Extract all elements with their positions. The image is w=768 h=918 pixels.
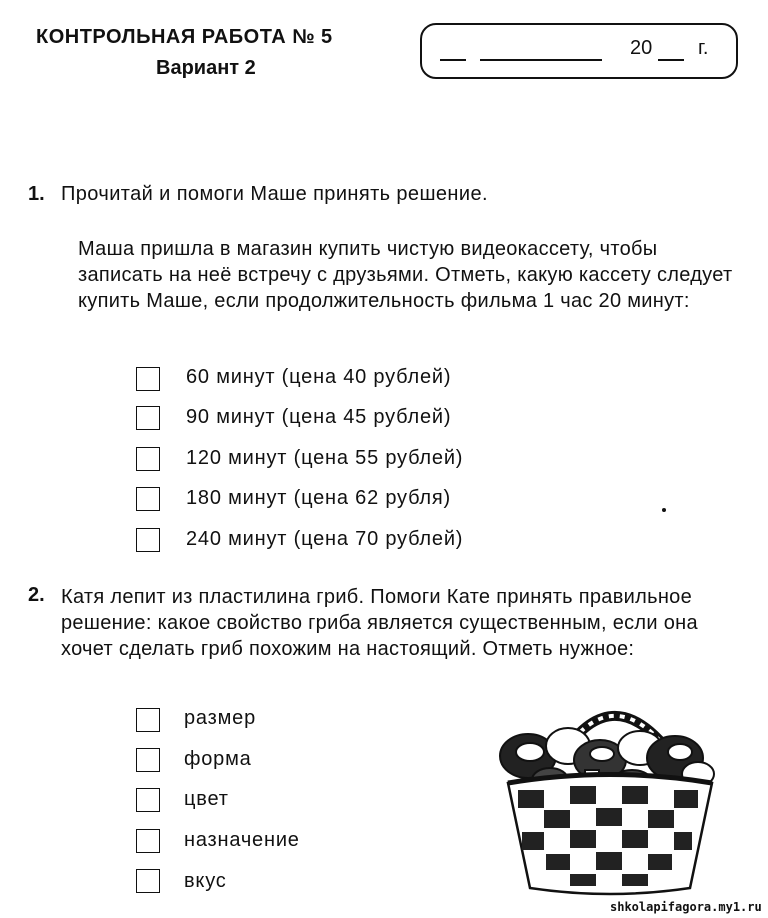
task2-checkbox[interactable] <box>136 708 160 732</box>
task1-option-label: 240 минут (цена 70 рублей) <box>186 528 464 550</box>
task1-option-label: 180 минут (цена 62 рубля) <box>186 487 451 509</box>
task2-checkbox[interactable] <box>136 748 160 772</box>
date-year-line[interactable] <box>658 59 684 61</box>
task1-checkbox[interactable] <box>136 487 160 511</box>
task1-option-label: 120 минут (цена 55 рублей) <box>186 447 464 469</box>
stray-dot <box>662 508 666 512</box>
date-day-line[interactable] <box>440 59 466 61</box>
task1-instruction: Прочитай и помоги Маше принять решение. <box>61 183 488 205</box>
watermark: shkolapifagora.my1.ru <box>610 900 762 914</box>
task1-checkbox[interactable] <box>136 367 160 391</box>
task2-option-label: назначение <box>184 829 300 851</box>
task1-checkbox[interactable] <box>136 447 160 471</box>
task1-option-label: 60 минут (цена 40 рублей) <box>186 366 452 388</box>
date-year-suffix: г. <box>698 37 709 59</box>
task2-option-label: размер <box>184 707 256 729</box>
task2-checkbox[interactable] <box>136 788 160 812</box>
task1-checkbox[interactable] <box>136 528 160 552</box>
mushroom-basket-illustration <box>490 688 730 898</box>
task2-option-label: вкус <box>184 870 227 892</box>
task2-option-label: форма <box>184 748 252 770</box>
task2-number: 2. <box>28 584 45 606</box>
date-year-prefix: 20 <box>630 37 653 59</box>
worksheet-title: КОНТРОЛЬНАЯ РАБОТА № 5 <box>36 26 333 48</box>
task2-paragraph: Катя лепит из пластилина гриб. Помоги Кате принять правильное решение: какое свойство гриба является существенным, если она хочет сделать гриб похожим на настоящий. Отметь нужное: <box>61 586 698 660</box>
task2-checkbox[interactable] <box>136 829 160 853</box>
task2-checkbox[interactable] <box>136 869 160 893</box>
date-box <box>420 23 738 79</box>
task2-option-label: цвет <box>184 788 229 810</box>
date-month-line[interactable] <box>480 59 602 61</box>
variant-label: Вариант 2 <box>156 57 256 79</box>
task1-checkbox[interactable] <box>136 406 160 430</box>
task1-option-label: 90 минут (цена 45 рублей) <box>186 406 452 428</box>
task1-number: 1. <box>28 183 45 205</box>
task1-paragraph: Маша пришла в магазин купить чистую видеокассету, чтобы записать на неё встречу с друзьями. Отметь, какую кассету следует купить Маше, если продолжительность фильма 1 час 20 минут: <box>78 238 733 312</box>
